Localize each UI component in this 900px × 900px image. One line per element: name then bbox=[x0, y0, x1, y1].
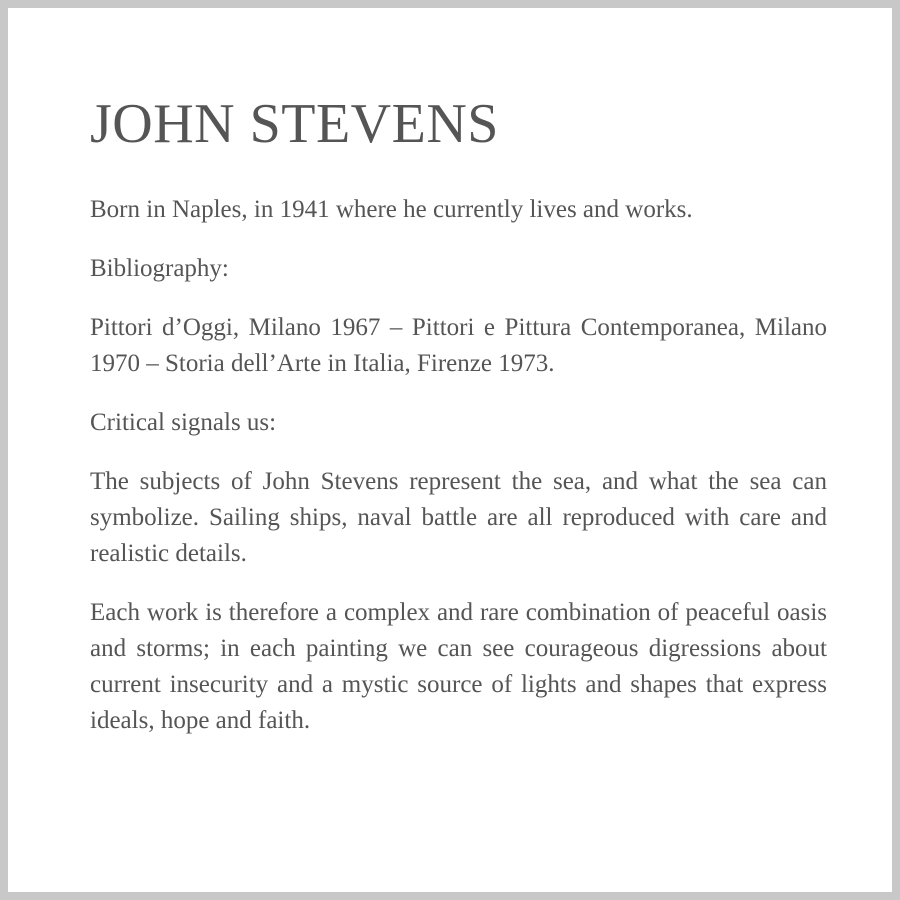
critical-text-2: Each work is therefore a complex and rare combination of peaceful oasis and storms; in each painting we can see courageous digressions about current insecurity and a mystic source of lights and shapes that express ideals, hope and faith. bbox=[90, 599, 827, 734]
birth-info: Born in Naples, in 1941 where he currently lives and works. bbox=[90, 196, 693, 223]
bibliography-heading: Bibliography: bbox=[90, 255, 229, 282]
page-title: JOHN STEVENS bbox=[90, 93, 499, 155]
critical-heading: Critical signals us: bbox=[90, 409, 277, 436]
biography-content bbox=[90, 92, 827, 762]
critical-text-1: The subjects of John Stevens represent the sea, and what the sea can symbolize. Sailing ships, naval battle are all reproduced with care and realistic details. bbox=[90, 468, 827, 567]
bibliography-text: Pittori d’Oggi, Milano 1967 – Pittori e Pittura Contemporanea, Milano 1970 – Storia dell’Arte in Italia, Firenze 1973. bbox=[90, 314, 827, 377]
